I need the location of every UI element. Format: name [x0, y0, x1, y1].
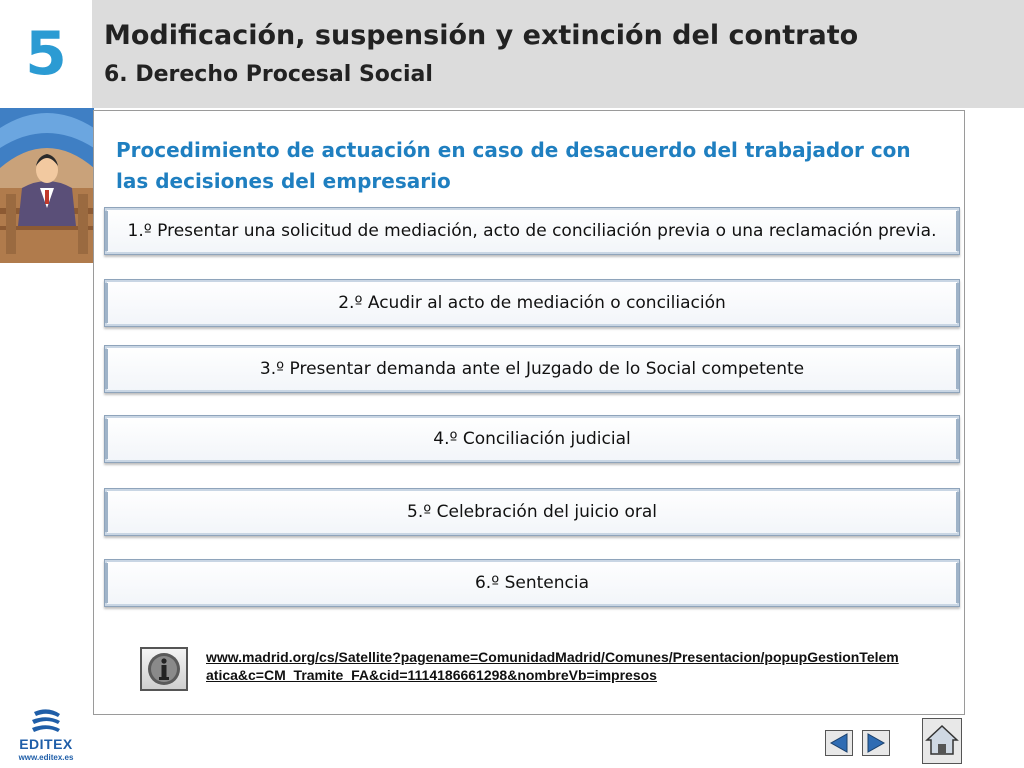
header-bar: [92, 0, 1024, 108]
logo-url[interactable]: www.editex.es: [18, 753, 74, 762]
page-subtitle: 6. Derecho Procesal Social: [104, 62, 433, 87]
step-6[interactable]: 6.º Sentencia: [104, 559, 960, 607]
section-heading: Procedimiento de actuación en caso de desacuerdo del trabajador con las decisiones del empresario: [116, 138, 911, 193]
editex-logo: [14, 708, 78, 766]
home-icon[interactable]: [922, 718, 962, 768]
previous-arrow-icon[interactable]: [825, 730, 853, 760]
step-2[interactable]: 2.º Acudir al acto de mediación o conciliación: [104, 279, 960, 327]
step-1[interactable]: 1.º Presentar una solicitud de mediación, acto de conciliación previa o una reclamación previa.: [104, 207, 960, 255]
step-5[interactable]: 5.º Celebración del juicio oral: [104, 488, 960, 536]
page-title: Modificación, suspensión y extinción del contrato: [104, 20, 859, 51]
judge-illustration: [0, 108, 94, 263]
content-panel: [93, 110, 965, 715]
next-arrow-icon[interactable]: [862, 730, 890, 760]
step-3[interactable]: 3.º Presentar demanda ante el Juzgado de lo Social competente: [104, 345, 960, 393]
info-link[interactable]: www.madrid.org/cs/Satellite?pagename=ComunidadMadrid/Comunes/Presentacion/popupGestionTelematica&c=CM_Tramite_FA&cid=1114186661298&nombreVb=impresos: [206, 649, 899, 683]
info-icon[interactable]: [140, 647, 188, 691]
chapter-number: 5: [25, 19, 67, 89]
logo-name: EDITEX: [19, 736, 73, 752]
step-4[interactable]: 4.º Conciliación judicial: [104, 415, 960, 463]
